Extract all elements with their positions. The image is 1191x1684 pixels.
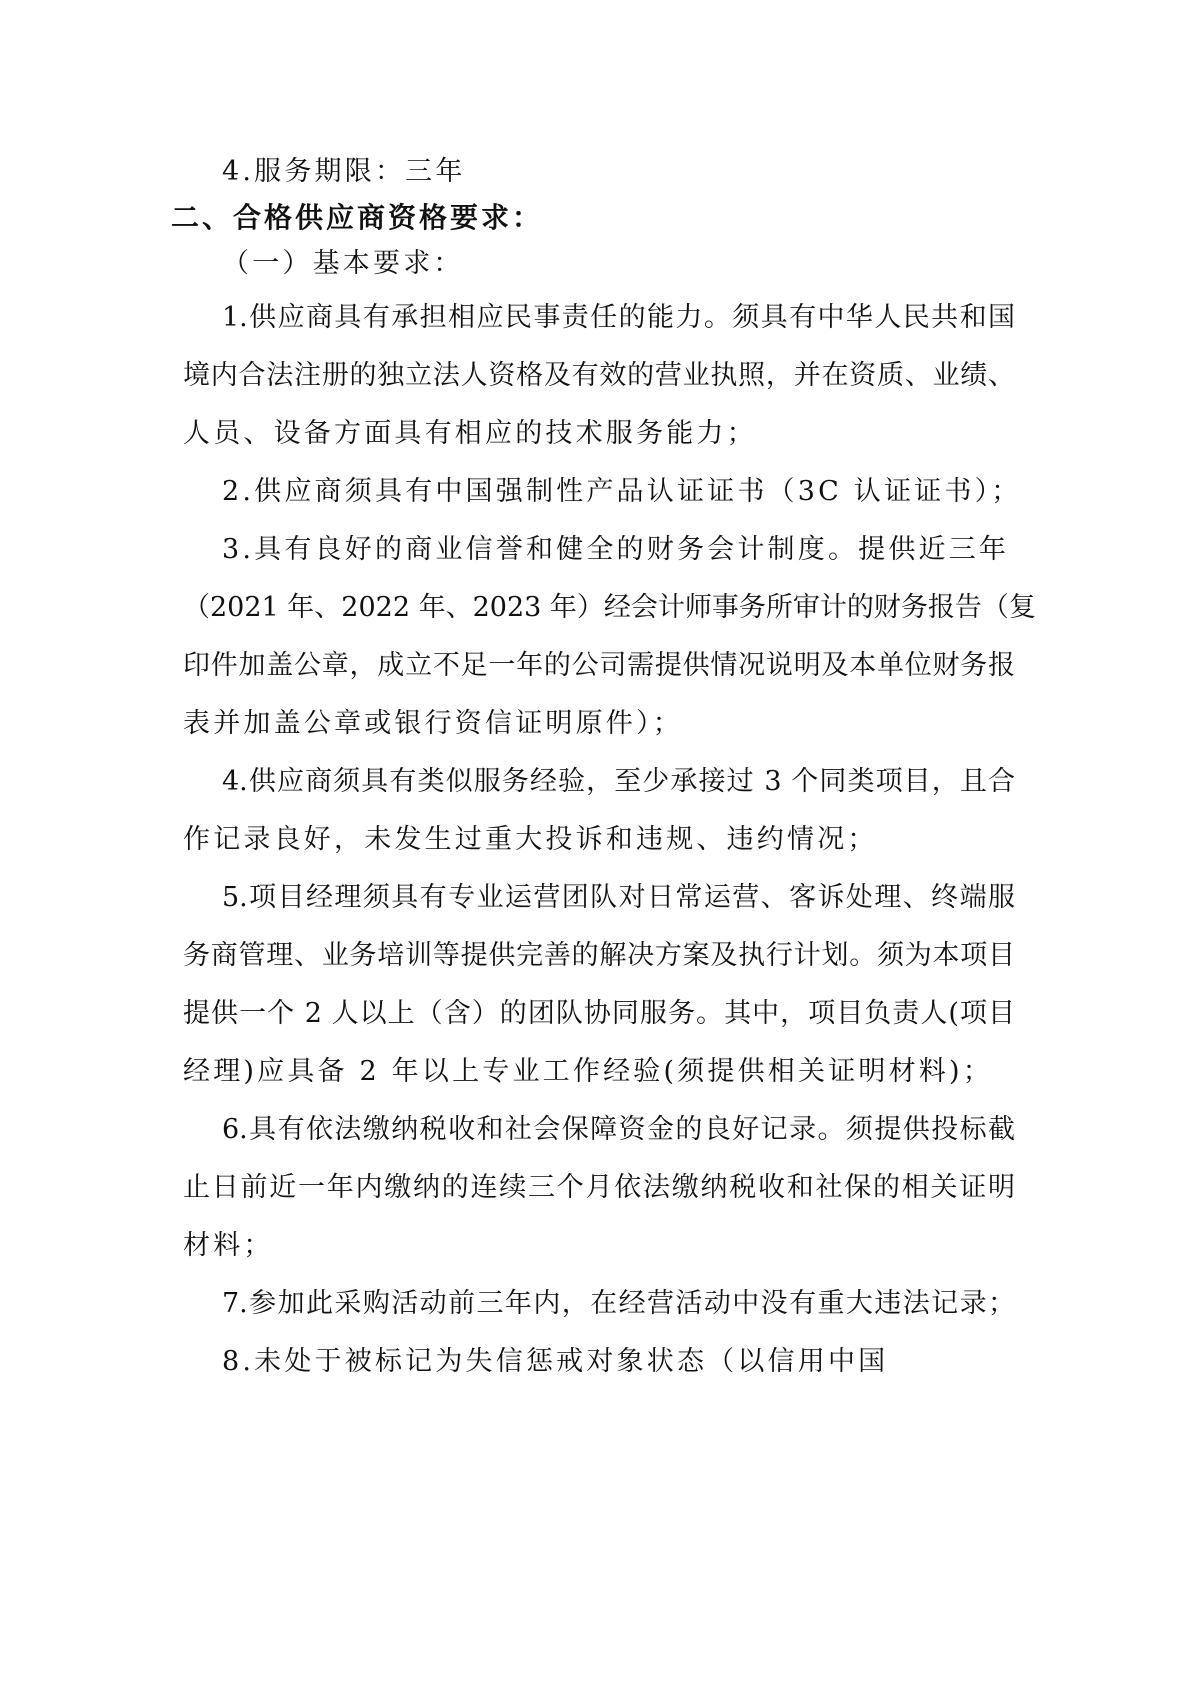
requirement-3-line-1: 3.具有良好的商业信誉和健全的财务会计制度。提供近三年 (222, 534, 1010, 565)
requirement-4-line-1: 4.供应商须具有类似服务经验，至少承接过 3 个同类项目，且合 (222, 766, 1015, 797)
requirement-1-line-3: 人员、设备方面具有相应的技术服务能力； (183, 418, 757, 449)
requirement-5-line-1: 5.项目经理须具有专业运营团队对日常运营、客诉处理、终端服 (222, 882, 1015, 913)
requirement-8-line-1: 8.未处于被标记为失信惩戒对象状态（以信用中国 (222, 1346, 889, 1377)
requirement-3-line-3: 印件加盖公章，成立不足一年的公司需提供情况说明及本单位财务报 (183, 650, 1015, 681)
requirement-6-line-2: 止日前近一年内缴纳的连续三个月依法缴纳税收和社保的相关证明 (183, 1172, 1015, 1203)
requirement-4-line-2: 作记录良好，未发生过重大投诉和违规、违约情况； (183, 824, 878, 855)
requirement-5-line-4: 经理)应具备 2 年以上专业工作经验(须提供相关证明材料)； (183, 1056, 993, 1087)
subsection-heading-basic-requirements: （一）基本要求： (222, 248, 464, 279)
requirement-3-line-4: 表并加盖公章或银行资信证明原件）； (183, 708, 683, 739)
requirement-1-line-1: 1.供应商具有承担相应民事责任的能力。须具有中华人民共和国 (222, 302, 1015, 333)
requirement-5-line-2: 务商管理、业务培训等提供完善的解决方案及执行计划。须为本项目 (183, 940, 1015, 971)
requirement-2-line-1: 2.供应商须具有中国强制性产品认证证书（3C 认证证书）； (222, 476, 1022, 507)
requirement-5-line-3: 提供一个 2 人以上（含）的团队协同服务。其中，项目负责人(项目 (183, 998, 1015, 1029)
section-heading-qualifications: 二、合格供应商资格要求： (171, 201, 544, 234)
requirement-6-line-1: 6.具有依法缴纳税收和社会保障资金的良好记录。须提供投标截 (222, 1114, 1015, 1145)
requirement-7-line-1: 7.参加此采购活动前三年内，在经营活动中没有重大违法记录； (222, 1288, 1015, 1319)
requirement-3-line-2: （2021 年、2022 年、2023 年）经会计师事务所审计的财务报告（复 (183, 592, 1036, 623)
service-term-line: 4.服务期限：三年 (222, 156, 466, 187)
requirement-1-line-2: 境内合法注册的独立法人资格及有效的营业执照，并在资质、业绩、 (183, 360, 1015, 391)
requirement-6-line-3: 材料； (183, 1230, 274, 1261)
